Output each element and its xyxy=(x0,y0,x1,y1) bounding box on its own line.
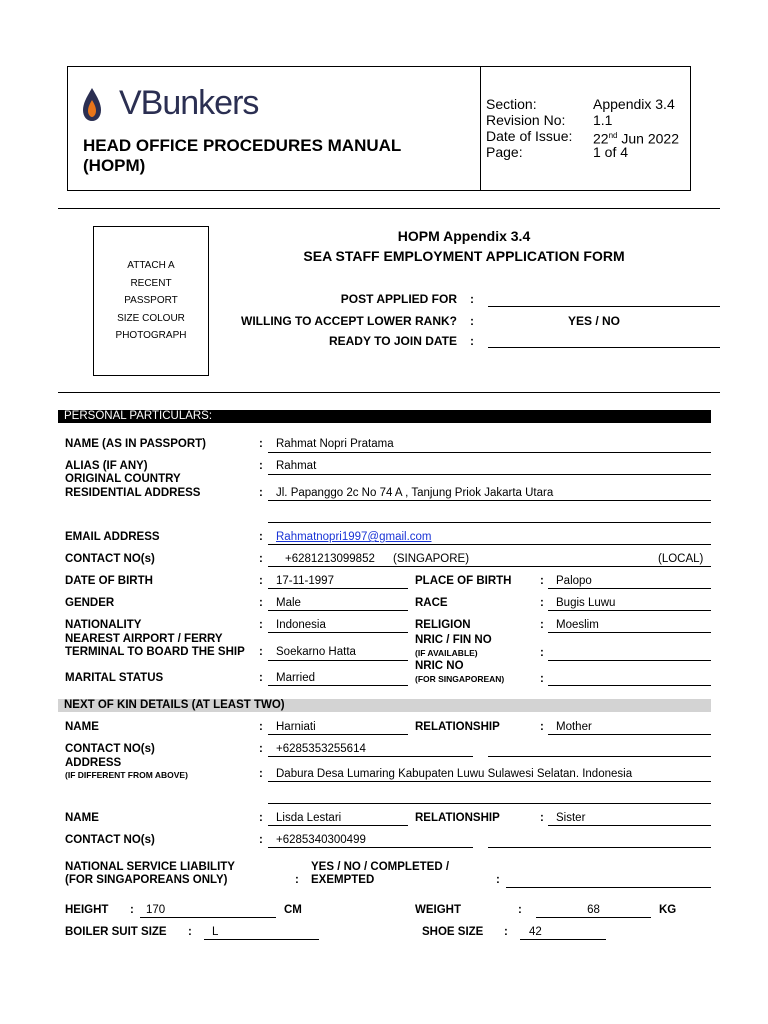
alias-underline xyxy=(268,474,711,475)
religion-underline xyxy=(548,632,711,633)
kin2-contact-underline-2[interactable] xyxy=(488,847,711,848)
boiler-suit-underline xyxy=(204,939,319,940)
photo-line: ATTACH A xyxy=(127,260,175,271)
colon: : xyxy=(259,553,263,565)
mid-rule xyxy=(58,392,720,393)
post-applied-field[interactable] xyxy=(488,306,720,307)
shoe-size-value[interactable]: 42 xyxy=(529,926,542,938)
kin1-address-underline-2[interactable] xyxy=(268,803,711,804)
kin1-address-underline xyxy=(268,781,711,782)
height-underline xyxy=(140,917,276,918)
national-service-options: YES / NO / COMPLETED / xyxy=(311,861,450,873)
kin1-contact-underline-2[interactable] xyxy=(488,756,711,757)
photo-line: SIZE COLOUR xyxy=(117,312,185,324)
kin1-name-value[interactable]: Harniati xyxy=(276,721,316,733)
droplet-icon xyxy=(82,84,116,122)
colon: : xyxy=(470,314,474,328)
shoe-size-label: SHOE SIZE xyxy=(422,926,484,938)
colon: : xyxy=(259,672,263,684)
local-tag: (LOCAL) xyxy=(658,553,704,565)
religion-value[interactable]: Moeslim xyxy=(556,619,599,631)
colon: : xyxy=(540,673,544,685)
header-divider xyxy=(480,66,481,191)
kin1-relationship-underline xyxy=(548,734,711,735)
manual-title: HEAD OFFICE PROCEDURES MANUAL (HOPM) xyxy=(83,136,401,175)
colon: : xyxy=(259,531,263,543)
national-service-label: NATIONAL SERVICE LIABILITY xyxy=(65,861,235,873)
shoe-size-underline xyxy=(520,939,606,940)
contact-underline xyxy=(268,566,711,567)
airport-underline xyxy=(268,660,408,661)
nric-sg-field[interactable] xyxy=(548,685,711,686)
contact-label: CONTACT NO(s) xyxy=(65,553,155,565)
dob-underline xyxy=(268,588,408,589)
top-rule xyxy=(58,208,720,209)
colon: : xyxy=(259,834,263,846)
alias-label: ALIAS (IF ANY) xyxy=(65,460,148,472)
ready-to-join-field[interactable] xyxy=(488,347,720,348)
colon: : xyxy=(259,487,263,499)
post-applied-label: POST APPLIED FOR xyxy=(340,292,457,306)
colon: : xyxy=(188,926,192,938)
kin1-address-sub: (IF DIFFERENT FROM ABOVE) xyxy=(65,770,188,780)
kin1-relationship-value[interactable]: Mother xyxy=(556,721,592,733)
name-label: NAME (AS IN PASSPORT) xyxy=(65,438,206,450)
nationality-underline xyxy=(268,632,408,633)
meta-date-value: 22nd Jun 2022 xyxy=(593,130,679,147)
meta-date-label: Date of Issue: xyxy=(486,128,573,144)
colon: : xyxy=(540,647,544,659)
colon: : xyxy=(259,812,263,824)
kin-section-header: NEXT OF KIN DETAILS (AT LEAST TWO) xyxy=(58,699,711,712)
kin2-contact-label: CONTACT NO(s) xyxy=(65,834,155,846)
kin2-name-value[interactable]: Lisda Lestari xyxy=(276,812,342,824)
marital-underline xyxy=(268,685,408,686)
colon: : xyxy=(259,438,263,450)
kin2-name-underline xyxy=(268,825,408,826)
address-underline-2 xyxy=(268,522,711,523)
colon: : xyxy=(470,334,474,348)
weight-underline xyxy=(536,917,651,918)
email-link[interactable]: Rahmatnopri1997@gmail.com xyxy=(276,531,432,543)
height-value[interactable]: 170 xyxy=(146,904,166,916)
colon: : xyxy=(504,926,508,938)
colon: : xyxy=(540,575,544,587)
lower-rank-label: WILLING TO ACCEPT LOWER RANK? xyxy=(241,314,457,328)
gender-underline xyxy=(268,610,408,611)
colon: : xyxy=(130,904,134,916)
colon: : xyxy=(470,292,474,306)
photo-placeholder[interactable] xyxy=(93,226,209,376)
nationality-label: NATIONALITY xyxy=(65,619,142,631)
national-service-exempted: EXEMPTED xyxy=(311,874,375,886)
kin2-contact-underline xyxy=(268,847,473,848)
singapore-tag: (SINGAPORE) xyxy=(393,553,470,565)
colon: : xyxy=(496,874,500,886)
terminal-label: TERMINAL TO BOARD THE SHIP xyxy=(65,646,245,658)
kin2-relationship-value[interactable]: Sister xyxy=(556,812,586,824)
race-label: RACE xyxy=(415,597,448,609)
weight-label: WEIGHT xyxy=(415,904,461,916)
address-label: RESIDENTIAL ADDRESS xyxy=(65,487,201,499)
photo-line: PASSPORT xyxy=(124,295,178,306)
nric-sg-sub-label: (FOR SINGAPOREAN) xyxy=(415,674,505,684)
nationality-value[interactable]: Indonesia xyxy=(276,619,326,631)
email-underline xyxy=(268,544,711,545)
form-title-line1: HOPM Appendix 3.4 xyxy=(397,228,531,244)
email-label: EMAIL ADDRESS xyxy=(65,531,160,543)
yes-no-option[interactable]: YES / NO xyxy=(568,314,621,328)
gender-value[interactable]: Male xyxy=(276,597,301,609)
meta-page-value: 1 of 4 xyxy=(593,144,629,160)
address-underline xyxy=(268,500,711,501)
national-service-sub: (FOR SINGAPOREANS ONLY) xyxy=(65,874,228,886)
nric-field[interactable] xyxy=(548,660,711,661)
personal-section-header: PERSONAL PARTICULARS: xyxy=(58,410,711,423)
colon: : xyxy=(259,768,263,780)
weight-value[interactable]: 68 xyxy=(587,904,600,916)
boiler-suit-value[interactable]: L xyxy=(212,926,219,938)
vbunkers-logo xyxy=(82,84,282,122)
weight-unit: KG xyxy=(659,904,677,916)
meta-page-label: Page: xyxy=(486,144,523,160)
pob-label: PLACE OF BIRTH xyxy=(415,575,512,587)
colon: : xyxy=(259,743,263,755)
colon: : xyxy=(259,597,263,609)
meta-section-label: Section: xyxy=(486,96,537,112)
race-underline xyxy=(548,610,711,611)
race-value[interactable]: Bugis Luwu xyxy=(556,597,616,609)
colon: : xyxy=(540,597,544,609)
pob-underline xyxy=(548,588,711,589)
form-title-line2: SEA STAFF EMPLOYMENT APPLICATION FORM xyxy=(303,248,625,264)
alias-value[interactable]: Rahmat xyxy=(276,460,317,472)
nric-sg-label: NRIC NO xyxy=(415,660,464,672)
gender-label: GENDER xyxy=(65,597,115,609)
pob-value[interactable]: Palopo xyxy=(556,575,592,587)
height-label: HEIGHT xyxy=(65,904,109,916)
nric-sub-label: (IF AVAILABLE) xyxy=(415,648,478,658)
ready-to-join-label: READY TO JOIN DATE xyxy=(328,334,457,348)
kin1-name-underline xyxy=(268,734,408,735)
colon: : xyxy=(540,721,544,733)
kin1-contact-label: CONTACT NO(s) xyxy=(65,743,155,755)
height-unit: CM xyxy=(284,904,302,916)
name-underline xyxy=(268,452,711,453)
kin1-name-label: NAME xyxy=(65,721,99,733)
kin1-relationship-label: RELATIONSHIP xyxy=(415,721,500,733)
nric-label: NRIC / FIN NO xyxy=(415,634,492,646)
dob-value[interactable]: 17-11-1997 xyxy=(276,575,334,587)
kin1-address-value[interactable]: Dabura Desa Lumaring Kabupaten Luwu Sulawesi Selatan. Indonesia xyxy=(276,768,633,780)
boiler-suit-label: BOILER SUIT SIZE xyxy=(65,926,167,938)
marital-label: MARITAL STATUS xyxy=(65,672,164,684)
colon: : xyxy=(518,904,522,916)
photo-line: PHOTOGRAPH xyxy=(115,330,187,341)
colon: : xyxy=(540,812,544,824)
contact-value[interactable]: +6281213099852 xyxy=(285,553,375,565)
kin2-relationship-label: RELATIONSHIP xyxy=(415,812,500,824)
colon: : xyxy=(259,575,263,587)
kin2-name-label: NAME xyxy=(65,812,99,824)
brand-name: VBunkers xyxy=(119,84,259,122)
meta-section-value: Appendix 3.4 xyxy=(593,96,675,112)
kin1-contact-value[interactable]: +6285353255614 xyxy=(276,743,366,755)
national-service-field[interactable] xyxy=(506,887,711,888)
meta-revision-label: Revision No: xyxy=(486,112,566,128)
kin2-relationship-underline xyxy=(548,825,711,826)
photo-line: RECENT xyxy=(130,277,172,289)
kin1-contact-underline xyxy=(268,756,473,757)
colon: : xyxy=(259,646,263,658)
colon: : xyxy=(295,874,299,886)
airport-label: NEAREST AIRPORT / FERRY xyxy=(65,633,223,645)
name-value[interactable]: Rahmat Nopri Pratama xyxy=(276,438,394,450)
religion-label: RELIGION xyxy=(415,619,471,631)
colon: : xyxy=(259,460,263,472)
colon: : xyxy=(259,619,263,631)
kin1-address-label: ADDRESS xyxy=(65,757,122,769)
colon: : xyxy=(540,619,544,631)
address-value[interactable]: Jl. Papanggo 2c No 74 A , Tanjung Priok Jakarta Utara xyxy=(276,487,554,499)
marital-value[interactable]: Married xyxy=(276,672,315,684)
origin-country-label: ORIGINAL COUNTRY xyxy=(65,473,181,485)
meta-revision-value: 1.1 xyxy=(593,112,613,128)
colon: : xyxy=(259,721,263,733)
dob-label: DATE OF BIRTH xyxy=(65,575,153,587)
airport-value[interactable]: Soekarno Hatta xyxy=(276,646,356,658)
kin2-contact-value[interactable]: +6285340300499 xyxy=(276,834,366,846)
